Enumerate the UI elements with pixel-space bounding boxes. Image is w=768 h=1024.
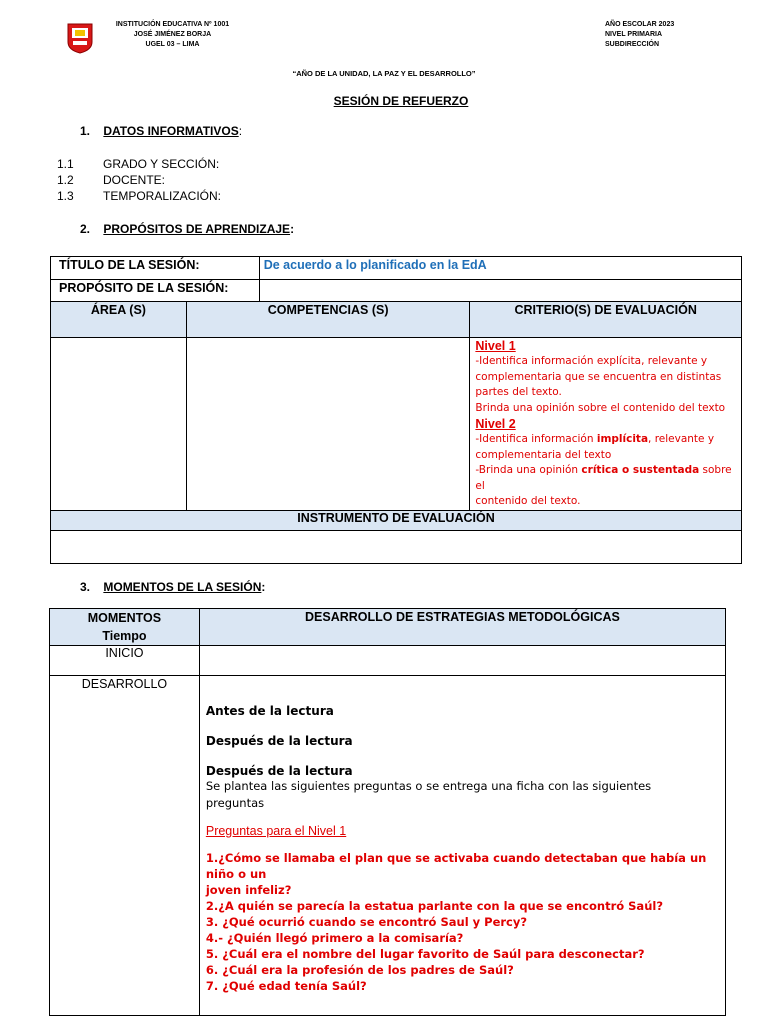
- info-item-num: 1.2: [57, 173, 74, 187]
- question-item: joven infeliz?: [205, 883, 292, 897]
- col-competencias: COMPETENCIAS (S): [186, 302, 470, 338]
- col-criterios: CRITERIO(S) DE EVALUACIÓN: [470, 302, 742, 338]
- section-3-number: 3.: [80, 580, 91, 594]
- question-item: 2.¿A quién se parecía la estatua parlante con la que se encontró Saúl?: [205, 899, 663, 913]
- criteria-line: complementaria del texto: [475, 448, 612, 461]
- criteria-line: [475, 463, 741, 494]
- question-item: 7. ¿Qué edad tenía Saúl?: [205, 979, 367, 993]
- section-1-heading: [80, 124, 242, 138]
- department: SUBDIRECCIÓN: [605, 41, 660, 48]
- criterios-cell: [470, 338, 742, 511]
- questions-list: [206, 850, 717, 994]
- criteria-text: sobre el: [475, 464, 732, 492]
- desarrollo-row: [50, 676, 726, 1016]
- section-2-colon: :: [290, 222, 295, 236]
- section-1-number: 1.: [80, 124, 91, 138]
- instructions-line: preguntas: [205, 796, 265, 810]
- nivel-1-criteria: [475, 354, 741, 416]
- page-title: SESIÓN DE REFUERZO: [333, 94, 469, 108]
- info-item-temporalizacion: [57, 188, 221, 204]
- criteria-line: partes del texto.: [475, 386, 562, 398]
- nivel-2-criteria: [475, 432, 741, 510]
- school-info: [110, 20, 235, 50]
- area-cell: [51, 338, 187, 511]
- despues-lectura-2: Después de la lectura: [205, 764, 353, 778]
- inicio-content: [199, 646, 725, 676]
- section-1-title: DATOS INFORMATIVOS: [103, 124, 239, 138]
- criteria-line: Brinda una opinión sobre el contenido del texto: [475, 401, 726, 414]
- proposito-row: [51, 280, 742, 302]
- proposito-label: PROPÓSITO DE LA SESIÓN:: [51, 280, 260, 302]
- school-namesake: JOSÉ JIMÉNEZ BORJA: [133, 31, 212, 38]
- info-item-label: DOCENTE:: [103, 173, 166, 187]
- criteria-line: -Identifica información explícita, relevante y: [475, 355, 708, 367]
- inicio-label: INICIO: [50, 646, 200, 676]
- moments-header-row: [50, 609, 726, 646]
- school-name: INSTITUCIÓN EDUCATIVA Nº 1001: [115, 21, 230, 28]
- nivel-1-title: Nivel 1: [475, 339, 516, 353]
- criteria-emphasis: implícita: [596, 433, 649, 445]
- criteria-line: complementaria que se encuentra en distintas: [475, 370, 722, 383]
- antes-lectura: Antes de la lectura: [205, 704, 334, 718]
- criteria-row: [51, 338, 742, 511]
- info-item-grado: [57, 156, 221, 172]
- instructions: [206, 778, 717, 812]
- session-moments-table: [49, 608, 726, 1016]
- inicio-row: [50, 646, 726, 676]
- despues-lectura-1: Después de la lectura: [205, 734, 353, 748]
- ugel-label: UGEL 03 – LIMA: [145, 41, 200, 48]
- section-2-title: PROPÓSITOS DE APRENDIZAJE: [103, 222, 291, 236]
- info-item-num: 1.1: [57, 157, 74, 171]
- question-item: 6. ¿Cuál era la profesión de los padres de Saúl?: [205, 963, 514, 977]
- year-motto: “AÑO DE LA UNIDAD, LA PAZ Y EL DESARROLLO”: [292, 69, 476, 78]
- criteria-line: [475, 432, 741, 448]
- instrumento-value: [51, 530, 742, 563]
- question-item: 4.- ¿Quién llegó primero a la comisaría?: [205, 931, 464, 945]
- criteria-text: , relevante y: [648, 433, 715, 445]
- instrumento-header-row: [51, 510, 742, 530]
- criteria-text: -Brinda una opinión: [475, 464, 582, 476]
- section-2-number: 2.: [80, 222, 91, 236]
- section-3-title: MOMENTOS DE LA SESIÓN: [103, 580, 262, 594]
- instrumento-value-row: [51, 530, 742, 563]
- school-level: NIVEL PRIMARIA: [605, 31, 663, 38]
- question-item: 1.¿Cómo se llamaba el plan que se activaba cuando detectaban que había un niño o un: [205, 851, 707, 881]
- criteria-text: -Identifica información: [475, 433, 597, 445]
- col-desarrollo: DESARROLLO DE ESTRATEGIAS METODOLÓGICAS: [199, 609, 725, 646]
- info-item-label: GRADO Y SECCIÓN:: [103, 157, 220, 171]
- criteria-line: contenido del texto.: [475, 495, 581, 507]
- section-1-colon: :: [238, 124, 243, 138]
- info-item-label: TEMPORALIZACIÓN:: [103, 189, 222, 203]
- learning-purposes-table: [50, 256, 742, 564]
- titulo-value: De acuerdo a lo planificado en la EdA: [259, 257, 741, 280]
- columns-header-row: [51, 302, 742, 338]
- school-logo: [66, 22, 94, 54]
- criteria-emphasis: crítica o sustentada: [581, 464, 700, 476]
- col-area: ÁREA (S): [51, 302, 187, 338]
- question-item: 5. ¿Cuál era el nombre del lugar favorito de Saúl para desconectar?: [205, 947, 645, 961]
- instructions-line: Se plantea las siguientes preguntas o se entrega una ficha con las siguientes: [205, 779, 652, 793]
- question-item: 3. ¿Qué ocurrió cuando se encontró Saul y Percy?: [205, 915, 528, 929]
- instrumento-label: INSTRUMENTO DE EVALUACIÓN: [51, 510, 742, 530]
- info-list: [57, 156, 221, 204]
- school-year-info: [605, 20, 674, 50]
- section-2-heading: [80, 222, 294, 236]
- titulo-label: TÍTULO DE LA SESIÓN:: [51, 257, 260, 280]
- info-item-num: 1.3: [57, 189, 74, 203]
- col-momentos-label: MOMENTOS: [87, 611, 162, 625]
- info-item-docente: [57, 172, 221, 188]
- col-tiempo-label: Tiempo: [102, 629, 147, 643]
- section-3-colon: :: [261, 580, 266, 594]
- desarrollo-label: DESARROLLO: [50, 676, 200, 1016]
- competencias-cell: [186, 338, 470, 511]
- desarrollo-content: [199, 676, 725, 1016]
- col-momentos: [50, 609, 200, 646]
- proposito-value: [259, 280, 741, 302]
- section-3-heading: [80, 580, 265, 594]
- preguntas-nivel-1-title: Preguntas para el Nivel 1: [205, 824, 347, 838]
- school-year: AÑO ESCOLAR 2023: [605, 21, 675, 28]
- nivel-2-title: Nivel 2: [475, 417, 516, 431]
- titulo-row: [51, 257, 742, 280]
